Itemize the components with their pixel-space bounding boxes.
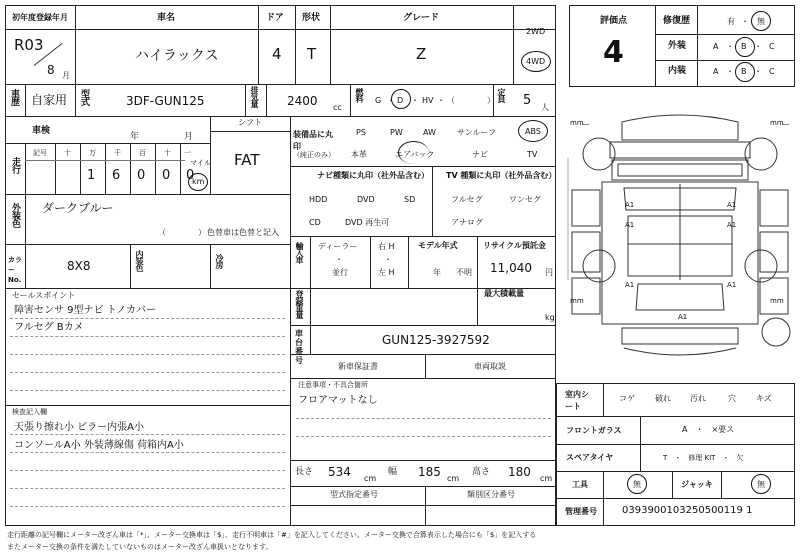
width: 185 bbox=[418, 465, 441, 479]
notes-value: フロアマットなし bbox=[298, 395, 378, 406]
navi-dvd: DVD bbox=[357, 195, 375, 204]
inspection-year-unit: 年 bbox=[130, 132, 140, 142]
mm-label: mm bbox=[770, 297, 784, 305]
dash-mark: __ bbox=[582, 117, 589, 125]
color-paren: （ ） bbox=[158, 228, 206, 237]
inspector-line: コンソールA小 外装薄線傷 荷箱内A小 bbox=[14, 440, 184, 451]
grade-value: Z bbox=[416, 45, 427, 63]
mm-label: mm bbox=[570, 119, 584, 127]
manual: 車両取説 bbox=[474, 362, 506, 371]
model-year-unknown: 不明 bbox=[456, 268, 472, 277]
import-dealer: ディーラー bbox=[318, 242, 358, 251]
recycle-yen: 円 bbox=[545, 268, 553, 277]
model-year-label: モデル年式 bbox=[418, 241, 458, 250]
cm-unit: cm bbox=[364, 474, 377, 483]
cc-unit: cc bbox=[333, 103, 342, 112]
seat-scratch: キズ bbox=[756, 394, 772, 403]
max-load-label: 最大積載量 bbox=[484, 289, 524, 298]
vehicle-type: 自家用 bbox=[31, 93, 68, 107]
int-grade-a: A bbox=[713, 67, 719, 76]
import-label: 輸入車 bbox=[295, 242, 304, 263]
grade-label: グレード bbox=[403, 13, 440, 23]
import-parallel: 並行 bbox=[332, 268, 348, 277]
kg-unit: kg bbox=[545, 313, 555, 322]
score-value: 4 bbox=[603, 35, 624, 70]
mileage-label: 走行 bbox=[10, 157, 20, 173]
mileage-digit: 0 bbox=[162, 168, 171, 183]
sales-point-line: フルセグ Bカメ bbox=[14, 322, 84, 333]
shape-label: 形状 bbox=[302, 13, 321, 23]
height-label: 高さ bbox=[472, 467, 491, 477]
windshield-label: フロントガラス bbox=[566, 426, 622, 435]
cm-unit: cm bbox=[447, 474, 460, 483]
equip-airbag: エアバック bbox=[395, 150, 435, 159]
seat-tear: 破れ bbox=[655, 394, 671, 403]
dash-mark: __ bbox=[782, 117, 789, 125]
equipment-sublabel: （純正のみ） bbox=[293, 151, 335, 159]
left-hand: 左 H bbox=[378, 268, 395, 277]
damage-mark-a1: A1 bbox=[727, 221, 737, 229]
equip-tv: TV bbox=[527, 150, 538, 159]
equipment-label: 装備品に丸印 bbox=[293, 130, 333, 151]
sales-point-line: 障害センサ 9型ナビ トノカバー bbox=[14, 305, 157, 316]
spare-label: スペアタイヤ bbox=[566, 453, 614, 462]
frame-label: 車台番号 bbox=[295, 329, 303, 365]
width-label: 幅 bbox=[388, 467, 398, 477]
vehicle-type-label: 車歴 bbox=[9, 89, 19, 105]
digit-label-0: 十 bbox=[64, 149, 71, 157]
mm-label: mm bbox=[570, 297, 584, 305]
fuel-other: （ ） bbox=[447, 96, 495, 105]
car-damage-diagram bbox=[562, 100, 798, 376]
color-note: 色替車は色替と記入 bbox=[207, 228, 279, 237]
equip-pw: PW bbox=[390, 128, 403, 137]
first-reg-year: R03 bbox=[14, 36, 44, 54]
seat-burn: コゲ bbox=[619, 394, 635, 403]
drive-4wd: 4WD bbox=[526, 57, 546, 66]
equip-navi: ナビ bbox=[472, 150, 488, 159]
shift-label: シフト bbox=[238, 118, 262, 127]
jack-label: ジャッキ bbox=[681, 480, 713, 489]
warranty: 新車保証書 bbox=[338, 362, 378, 371]
weight-label: 登録重量 bbox=[295, 290, 304, 318]
mm-label: mm bbox=[770, 119, 784, 127]
capacity-unit: 人 bbox=[541, 103, 549, 112]
exterior-label: 外装 bbox=[668, 41, 687, 51]
airbag-partial-circle bbox=[398, 141, 429, 164]
equip-ps: PS bbox=[356, 128, 366, 137]
damage-mark-a1: A1 bbox=[625, 201, 635, 209]
navi-cd: CD bbox=[309, 218, 321, 227]
inspection-label: 車検 bbox=[32, 126, 51, 136]
month-unit: 月 bbox=[62, 71, 70, 80]
digit-label-5: 一 bbox=[184, 149, 191, 157]
inspector-line: 天張り擦れ小 ピラー内張A小 bbox=[14, 422, 145, 433]
windshield-value: A ・ ×要ス bbox=[682, 425, 735, 434]
recycle-label: リサイクル預託金 bbox=[483, 241, 546, 250]
mileage-digit: 1 bbox=[87, 168, 96, 183]
recycle-value: 11,040 bbox=[490, 261, 532, 275]
first-reg-label: 初年度登録年月 bbox=[12, 13, 68, 22]
type-designation: 型式指定番号 bbox=[330, 490, 378, 499]
ext-grade-a: A bbox=[713, 42, 719, 51]
shape-value: T bbox=[307, 45, 317, 63]
drive-2wd: 2WD bbox=[526, 27, 546, 36]
notes-label: 注意事項・不具合箇所 bbox=[298, 381, 368, 389]
damage-mark-a1: A1 bbox=[727, 201, 737, 209]
model-label: 型式 bbox=[79, 89, 89, 105]
digit-label-3: 百 bbox=[139, 149, 146, 157]
damage-mark-a1: A1 bbox=[625, 221, 635, 229]
category-number: 類別区分番号 bbox=[467, 490, 515, 499]
color-no-value: 8X8 bbox=[67, 259, 91, 273]
seat-hole: 穴 bbox=[728, 394, 736, 403]
repair-label: 修復歴 bbox=[663, 16, 691, 26]
inspector-label: 検査記入欄 bbox=[12, 408, 47, 416]
right-hand: 右 H bbox=[378, 242, 395, 251]
tools-label: 工具 bbox=[572, 480, 588, 489]
mileage-digit: 0 bbox=[186, 168, 195, 183]
spare-value: T ・ 修理 KIT ・ 欠 bbox=[663, 454, 744, 462]
score-label: 評価点 bbox=[600, 16, 628, 26]
int-grade-b: B bbox=[741, 67, 747, 76]
equip-aw: AW bbox=[423, 128, 436, 137]
first-reg-month: 8 bbox=[47, 63, 55, 77]
fuel-g: G bbox=[375, 96, 382, 105]
car-name: ハイラックス bbox=[135, 48, 219, 64]
door-label: ドア bbox=[266, 13, 284, 23]
inspection-month-unit: 月 bbox=[184, 132, 194, 142]
fuel-d: D bbox=[397, 96, 404, 105]
ext-grade-b: B bbox=[741, 42, 747, 51]
interior-color-label: 内装色 bbox=[135, 250, 144, 271]
tv-fullseg: フルセグ bbox=[451, 195, 483, 204]
frame-number: GUN125-3927592 bbox=[382, 333, 490, 347]
model-code: 3DF-GUN125 bbox=[126, 94, 205, 108]
mileage-digit: 6 bbox=[112, 168, 121, 183]
mile-unit: マイル bbox=[190, 159, 211, 167]
cm-unit: cm bbox=[540, 474, 553, 483]
color-label: 外装色 bbox=[10, 203, 20, 227]
int-grade-c: C bbox=[769, 67, 775, 76]
navi-hdd: HDD bbox=[309, 195, 328, 204]
damage-mark-a1: A1 bbox=[727, 281, 737, 289]
navi-label: ナビ種類に丸印（社外品含む） bbox=[317, 171, 429, 180]
sales-point-label: セールスポイント bbox=[12, 291, 76, 300]
capacity: 5 bbox=[523, 93, 532, 108]
footer-note-1: 走行距離の記号欄にメーター改ざん車は「*」、メーター交換車は「$」、走行不明車は「#」を記入してください。メーター交換で合算表示した場合にも「$」を記入する bbox=[7, 531, 537, 539]
ext-grade-c: C bbox=[769, 42, 775, 51]
navi-sd: SD bbox=[404, 195, 416, 204]
fuel-hv: HV bbox=[422, 96, 434, 105]
height: 180 bbox=[508, 465, 531, 479]
damage-mark-a1: A1 bbox=[625, 281, 635, 289]
mgmt-label: 管理番号 bbox=[565, 507, 597, 516]
tv-analog: アナログ bbox=[451, 218, 483, 227]
fuel-label: 燃料 bbox=[355, 88, 364, 102]
km-unit: km bbox=[192, 177, 205, 186]
ac-label: 冷房 bbox=[215, 254, 224, 268]
equip-sunroof: サンルーフ bbox=[457, 128, 496, 137]
capacity-label: 定員 bbox=[497, 88, 506, 102]
model-year-unit: 年 bbox=[433, 268, 441, 277]
mileage-mark-label: 記号 bbox=[33, 149, 47, 157]
tools-value: 無 bbox=[633, 480, 641, 489]
tv-label: TV 種類に丸印（社外品含む） bbox=[446, 171, 557, 180]
color-value: ダークブルー bbox=[42, 201, 114, 215]
seat-dirt: 汚れ bbox=[690, 394, 706, 403]
length: 534 bbox=[328, 465, 351, 479]
seat-label: 室内シート bbox=[565, 390, 589, 411]
navi-dvd-play: DVD 再生可 bbox=[345, 218, 390, 227]
footer-note-2: またメーター交換の条件を満たしていないものはメーター改ざん車扱いとなります。 bbox=[7, 543, 273, 551]
repair-yes: 有 bbox=[727, 17, 735, 26]
digit-label-4: 十 bbox=[164, 149, 171, 157]
displacement: 2400 bbox=[287, 94, 318, 108]
equip-abs: ABS bbox=[525, 127, 541, 136]
digit-label-1: 万 bbox=[89, 149, 96, 157]
length-label: 長さ bbox=[295, 467, 314, 477]
jack-value: 無 bbox=[757, 480, 765, 489]
color-no-label: カラーNo. bbox=[8, 256, 22, 284]
interior-label: 内装 bbox=[668, 66, 687, 76]
repair-no: 無 bbox=[757, 17, 765, 26]
equip-leather: 本革 bbox=[351, 150, 367, 159]
door-count: 4 bbox=[272, 45, 282, 63]
mileage-digit: 0 bbox=[137, 168, 146, 183]
shift-value: FAT bbox=[234, 151, 260, 169]
car-name-label: 車名 bbox=[157, 13, 176, 23]
digit-label-2: 千 bbox=[114, 149, 121, 157]
tv-oneseg: ワンセグ bbox=[509, 195, 541, 204]
mgmt-number: 0393900103250500119 1 bbox=[622, 505, 753, 516]
damage-mark-a1: A1 bbox=[678, 313, 688, 321]
displacement-label: 排気量 bbox=[250, 86, 259, 107]
